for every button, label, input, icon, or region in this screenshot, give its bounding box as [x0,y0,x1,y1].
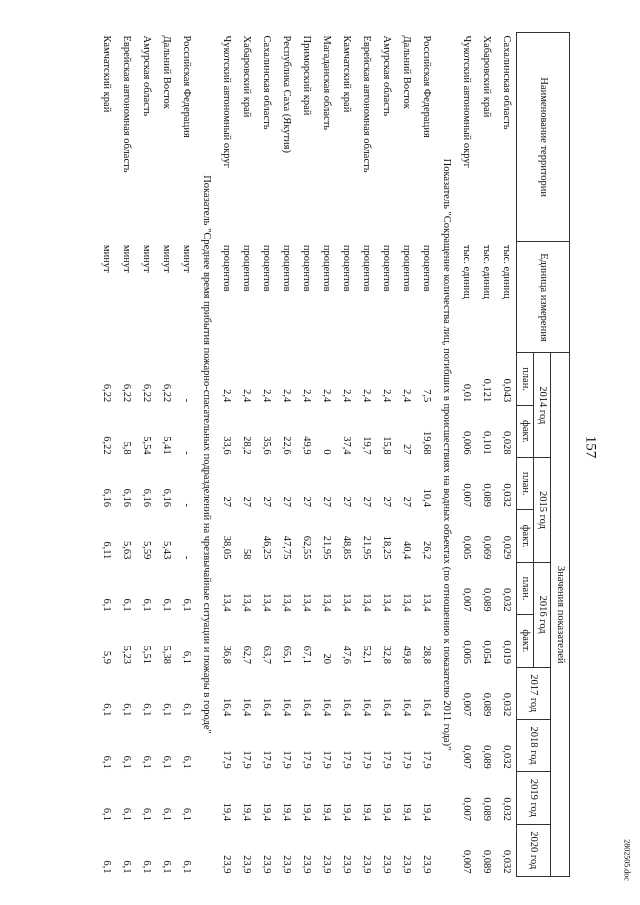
value-cell: 2,4 [300,389,312,403]
value-cell: 49,8 [400,645,412,664]
value-cell: 0,032 [500,692,512,717]
value-cell: 48,85 [340,535,352,560]
value-cell: 5,54 [140,436,152,455]
value-cell: - [180,503,192,507]
value-cell: 13,4 [280,593,292,612]
territory-name: Чукотский автономный округ [220,35,232,168]
unit-cell: тыс. единиц [480,244,492,299]
value-cell: 7,5 [420,389,432,403]
value-cell: 23,9 [360,855,372,874]
value-cell: 32,8 [380,645,392,664]
value-cell: 23,9 [220,855,232,874]
header-2014-fact: факт. [517,405,534,457]
value-cell: 19,4 [260,802,272,822]
header-2015-plan: план. [517,458,534,510]
value-cell: 0,006 [460,431,472,455]
value-cell: 16,4 [320,697,332,717]
value-cell: 28,2 [240,436,252,455]
table-row [496,33,517,877]
value-cell: 16,4 [340,697,352,717]
value-cell: 27 [280,496,292,507]
value-cell: 27 [360,496,372,507]
unit-cell: тыс. единиц [460,244,472,299]
header-territory: Наименование территории [517,33,570,242]
value-cell: 6,1 [100,598,112,612]
value-cell: 6,1 [160,860,172,874]
value-cell: 21,95 [320,535,332,560]
table-row [96,33,116,877]
value-cell: 6,1 [180,860,192,874]
table-row [356,33,376,877]
value-cell: 6,16 [160,488,172,507]
value-cell: 6,22 [120,383,132,403]
value-cell: 19,4 [340,802,352,822]
value-cell: 6,1 [140,860,152,874]
value-cell: 17,9 [260,750,272,769]
value-cell: 16,4 [240,697,252,717]
value-cell: 16,4 [420,697,432,717]
header-year-2019: 2019 год [517,772,551,824]
value-cell: 0,019 [500,640,512,664]
territory-name: Сахалинская область [260,35,272,130]
value-cell: 27 [400,444,412,455]
territory-name: Магаданская область [320,35,332,131]
territory-name: Камчатский край [340,35,352,113]
territory-name: Амурская область [380,35,392,117]
value-cell: 6,1 [140,755,152,769]
value-cell: 6,16 [140,488,152,507]
value-cell: 6,22 [100,436,112,455]
value-cell: 46,25 [260,535,272,560]
value-cell: 19,4 [320,802,332,822]
header-year-2020: 2020 год [517,824,551,876]
value-cell: 17,9 [400,750,412,769]
unit-cell: процентов [220,244,232,292]
value-cell: 17,9 [280,750,292,769]
value-cell: 23,9 [260,855,272,874]
value-cell: 0,007 [460,745,472,769]
value-cell: 19,4 [280,802,292,822]
value-cell: 49,9 [300,436,312,455]
territory-name: Российская Федерация [180,35,192,138]
header-year-2014: 2014 год [534,353,551,458]
value-cell: 0,032 [500,588,512,612]
value-cell: 26,2 [420,540,432,560]
value-cell: 0,089 [480,849,492,874]
value-cell: 5,8 [120,441,132,455]
table-row [276,33,296,877]
value-cell: 6,1 [100,860,112,874]
value-cell: 20 [320,653,332,664]
value-cell: 23,9 [340,855,352,874]
value-cell: 5,23 [120,645,132,664]
value-cell: 33,6 [220,436,232,455]
value-cell: 6,1 [180,807,192,822]
value-cell: 6,1 [120,703,132,717]
value-cell: 17,9 [220,750,232,769]
territory-name: Камчатский край [100,35,112,113]
unit-cell: минут [100,244,112,273]
unit-cell: процентов [360,244,372,292]
value-cell: 13,4 [320,593,332,612]
value-cell: 23,9 [240,855,252,874]
unit-cell: процентов [340,244,352,292]
value-cell: 0,032 [500,797,512,822]
value-cell: 0,089 [480,588,492,612]
value-cell: 23,9 [380,855,392,874]
value-cell: 58 [240,548,252,560]
value-cell: 37,4 [340,436,352,455]
value-cell: 17,9 [320,750,332,769]
value-cell: 21,95 [360,535,372,560]
value-cell: 0,028 [500,431,512,455]
value-cell: 19,4 [360,802,372,822]
value-cell: 0,069 [480,535,492,560]
value-cell: 2,4 [400,389,412,403]
value-cell: 13,4 [420,593,432,612]
value-cell: 6,1 [120,755,132,769]
value-cell: 35,6 [260,436,272,455]
indicators-table [96,32,570,877]
value-cell: 0,032 [500,745,512,769]
table-row [316,33,336,877]
unit-cell: процентов [420,244,432,292]
section-title: Показатель "Сокращение количества лиц, погибших в происшествиях на водных объектах (по отношению к показателю 2011 года)" [440,158,452,751]
value-cell: - [180,555,192,560]
value-cell: 63,7 [260,645,272,664]
value-cell: 19,4 [420,802,432,822]
unit-cell: минут [140,244,152,273]
unit-cell: процентов [320,244,332,292]
value-cell: 2,4 [360,389,372,403]
value-cell: 13,4 [380,593,392,612]
unit-cell: минут [180,244,192,273]
territory-name: Хабаровский край [240,35,252,118]
territory-name: Чукотский автономный округ [460,35,472,168]
unit-cell: процентов [380,244,392,292]
value-cell: 0,089 [480,483,492,507]
value-cell: 0,089 [480,745,492,769]
value-cell: 6,16 [120,488,132,507]
section-row [436,33,456,877]
value-cell: 6,1 [120,807,132,822]
rotated-table-area [100,32,570,877]
value-cell: 47,6 [340,645,352,664]
value-cell: 0 [320,449,332,455]
value-cell: 6,1 [120,598,132,612]
value-cell: 23,9 [280,855,292,874]
value-cell: 13,4 [360,593,372,612]
value-cell: 17,9 [340,750,352,769]
value-cell: 19,4 [220,802,232,822]
value-cell: 6,22 [100,383,112,403]
value-cell: 16,4 [360,697,372,717]
territory-name: Республика Саха (Якутия) [280,35,292,153]
table-row [256,33,276,877]
value-cell: 0,089 [480,692,492,717]
header-2014-plan: план. [517,353,534,405]
value-cell: 6,1 [100,703,112,717]
table-row [296,33,316,877]
header-year-2017: 2017 год [517,667,551,719]
value-cell: 17,9 [360,750,372,769]
value-cell: 2,4 [280,389,292,403]
value-cell: 36,8 [220,645,232,664]
territory-name: Дальний Восток [160,35,172,109]
value-cell: 62,7 [240,645,252,664]
value-cell: 62,55 [300,535,312,560]
section-row [196,33,216,877]
page-number: 157 [582,435,599,459]
value-cell: 5,38 [160,645,172,664]
value-cell: 2,4 [240,389,252,403]
value-cell: 5,63 [120,540,132,560]
value-cell: 5,43 [160,540,172,560]
value-cell: 6,1 [180,755,192,769]
value-cell: - [180,451,192,455]
value-cell: 0,054 [480,640,492,664]
value-cell: 19,4 [380,802,392,822]
value-cell: 19,68 [420,431,432,455]
value-cell: 17,9 [240,750,252,769]
value-cell: 19,4 [400,802,412,822]
unit-cell: процентов [400,244,412,292]
value-cell: 27 [340,496,352,507]
value-cell: 13,4 [260,593,272,612]
territory-name: Приморский край [300,35,312,116]
table-header [517,33,570,877]
value-cell: 5,9 [100,650,112,664]
table-row [236,33,256,877]
value-cell: 6,1 [140,598,152,612]
header-2016-plan: план. [517,562,534,614]
unit-cell: минут [120,244,132,273]
table-row [336,33,356,877]
value-cell: 28,8 [420,645,432,664]
value-cell: 23,9 [400,855,412,874]
value-cell: 67,1 [300,645,312,664]
value-cell: 40,4 [400,540,412,560]
value-cell: 0,005 [460,640,472,664]
header-year-2018: 2018 год [517,719,551,771]
value-cell: 5,51 [140,645,152,664]
value-cell: 18,25 [380,535,392,560]
value-cell: 27 [300,496,312,507]
value-cell: 17,9 [420,750,432,769]
value-cell: 6,1 [160,755,172,769]
unit-cell: процентов [240,244,252,292]
value-cell: 0,101 [480,431,492,455]
value-cell: 13,4 [220,593,232,612]
value-cell: 13,4 [240,593,252,612]
table-row [396,33,416,877]
value-cell: 6,1 [160,807,172,822]
value-cell: 16,4 [280,697,292,717]
table-body [96,33,517,877]
value-cell: 5,59 [140,540,152,560]
value-cell: 0,007 [460,588,472,612]
value-cell: 5,41 [160,436,172,455]
value-cell: 6,11 [100,541,112,560]
table-row [476,33,496,877]
value-cell: 22,6 [280,436,292,455]
header-year-2015: 2015 год [534,458,551,563]
value-cell: 19,7 [360,436,372,455]
value-cell: 52,1 [360,645,372,664]
value-cell: 6,22 [140,383,152,403]
value-cell: 6,1 [160,703,172,717]
value-cell: 19,4 [240,802,252,822]
value-cell: 16,4 [400,697,412,717]
value-cell: 0,029 [500,535,512,560]
value-cell: 6,16 [100,488,112,507]
value-cell: 6,1 [160,598,172,612]
value-cell: 2,4 [220,389,232,403]
table-row [376,33,396,877]
value-cell: 27 [400,496,412,507]
value-cell: 0,007 [460,797,472,822]
unit-cell: процентов [260,244,272,292]
table-row [456,33,476,877]
value-cell: 16,4 [260,697,272,717]
value-cell: 2,4 [380,389,392,403]
unit-cell: тыс. единиц [500,244,512,299]
value-cell: 65,1 [280,645,292,664]
value-cell: 0,01 [460,383,472,403]
value-cell: 16,4 [220,697,232,717]
document-footer-code: 2802505.doc [622,839,632,881]
value-cell: 13,4 [400,593,412,612]
header-unit: Единица измерения [517,242,570,353]
territory-name: Еврейская автономная область [360,35,372,173]
value-cell: 23,9 [420,855,432,874]
value-cell: 27 [380,496,392,507]
value-cell: 15,8 [380,436,392,455]
table-row [116,33,136,877]
value-cell: 16,4 [300,697,312,717]
value-cell: 0,089 [480,797,492,822]
territory-name: Сахалинская область [500,35,512,130]
territory-name: Амурская область [140,35,152,117]
value-cell: 23,9 [300,855,312,874]
value-cell: 0,005 [460,535,472,560]
territory-name: Хабаровский край [480,35,492,118]
value-cell: 19,4 [300,802,312,822]
table-row [136,33,156,877]
value-cell: 6,1 [120,860,132,874]
value-cell: 6,22 [160,383,172,403]
value-cell: 2,4 [320,389,332,403]
value-cell: 0,121 [480,378,492,403]
value-cell: 6,1 [180,598,192,612]
value-cell: 0,032 [500,849,512,874]
header-2015-fact: факт. [517,510,534,562]
value-cell: 0,032 [500,483,512,507]
table-row [216,33,236,877]
value-cell: 2,4 [340,389,352,403]
value-cell: 23,9 [320,855,332,874]
value-cell: 13,4 [340,593,352,612]
value-cell: 6,1 [100,807,112,822]
value-cell: - [180,398,192,403]
value-cell: 17,9 [380,750,392,769]
unit-cell: процентов [280,244,292,292]
territory-name: Еврейская автономная область [120,35,132,173]
value-cell: 10,4 [420,488,432,507]
value-cell: 6,1 [100,755,112,769]
value-cell: 0,007 [460,849,472,874]
table-row [156,33,176,877]
value-cell: 6,1 [140,807,152,822]
value-cell: 13,4 [300,593,312,612]
value-cell: 17,9 [300,750,312,769]
table-row [176,33,196,877]
value-cell: 16,4 [380,697,392,717]
value-cell: 6,1 [180,703,192,717]
header-values-group: Значения показателей [551,353,570,877]
value-cell: 6,1 [140,703,152,717]
territory-name: Российская Федерация [420,35,432,138]
value-cell: 47,75 [280,535,292,560]
value-cell: 0,007 [460,692,472,717]
value-cell: 0,007 [460,483,472,507]
value-cell: 27 [320,496,332,507]
table-row [416,33,436,877]
unit-cell: процентов [300,244,312,292]
value-cell: 0,043 [500,378,512,403]
value-cell: 27 [260,496,272,507]
value-cell: 6,1 [180,650,192,664]
territory-name: Дальний Восток [400,35,412,109]
value-cell: 27 [240,496,252,507]
unit-cell: минут [160,244,172,273]
value-cell: 38,05 [220,535,232,560]
section-title: Показатель "Среднее время прибытия пожарно-спасательных подразделений на чрезвычайные ситуации и пожары в городе" [200,175,212,734]
header-2016-fact: факт. [517,615,534,667]
header-year-2016: 2016 год [534,562,551,667]
value-cell: 2,4 [260,389,272,403]
rotated-table-content [100,32,570,877]
value-cell: 27 [220,496,232,507]
